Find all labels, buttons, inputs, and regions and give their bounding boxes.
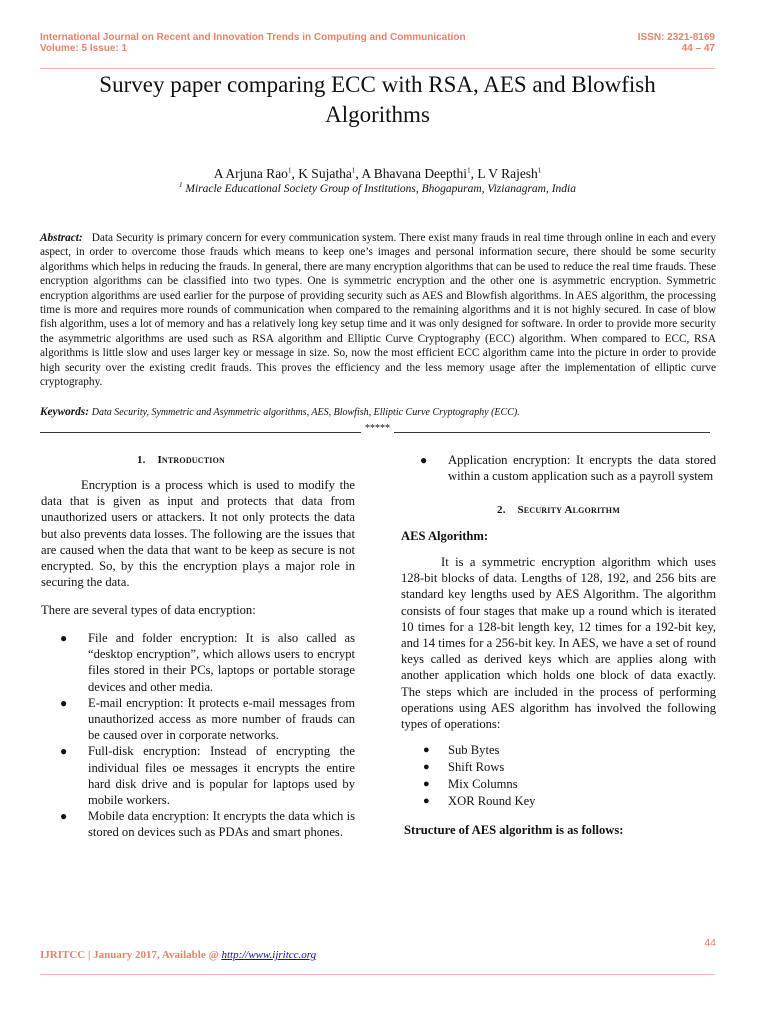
author: L V Rajesh <box>477 166 538 181</box>
abstract-label: Abstract: <box>40 232 83 244</box>
list-item <box>401 452 716 484</box>
list-item-text: Shift Rows <box>448 760 505 774</box>
aes-heading: AES Algorithm: <box>401 529 489 543</box>
journal-volume: Volume: 5 Issue: 1 <box>40 43 128 54</box>
author: K Sujatha <box>298 166 352 181</box>
aes-operations-list <box>401 742 716 810</box>
list-item <box>41 695 355 744</box>
bullet-icon: ● <box>60 744 68 759</box>
section-heading-security-algorithm <box>401 502 716 518</box>
section-title: Security Algorithm <box>517 504 620 516</box>
author-sup: 1 <box>467 166 471 175</box>
list-item-text: E-mail encryption: It protects e-mail messages from unauthorized access as more number of frauds can be caused over in corporate networks. <box>88 695 355 743</box>
journal-issn: ISSN: 2321-8169 <box>637 32 715 43</box>
section-separator <box>40 424 710 434</box>
author-sup: 1 <box>537 166 542 175</box>
header-rule <box>40 68 715 69</box>
list-item-text: Mix Columns <box>448 777 518 791</box>
list-item <box>401 759 716 776</box>
abstract-text: Data Security is primary concern for every communication system. There exist many frauds in real time through online in each and every aspect, in order to overcome those frauds which means to keep one’s images and personal information secure, there should be some security algorithms which helps in reducing the frauds. In general, there are many encryption algorithms that can be used to reduce the real time frauds. These encryption algorithms can be classified into two types. One is symmetric encryption and the other one is asymmetric encryption. Symmetric encryption algorithms are used earlier for the purpose of providing security such as AES and Blowfish algorithms. In AES algorithm, the processing time is more and requires more rounds of communication when compared to the remaining algorithms and it is not highly secured. In case of blow fish algorithm, uses a lot of memory and has a relatively long key setup time and it was only designed for software. In order to provide more security the asymmetric algorithms are used such as RSA algorithm and Elliptic Curve Cryptography (ECC) algorithm. When compared to ECC, RSA algorithms is little slow and uses larger key or message in size. So, now the most efficient ECC algorithm came into the picture in order to provide high security over the existing credit frauds. This proves the efficiency and the less memory usage after the implementation of elliptic curve cryptography. <box>40 232 717 389</box>
affiliation <box>40 183 715 195</box>
encryption-types-intro: There are several types of data encryption: <box>41 603 256 617</box>
paper-title <box>40 70 715 130</box>
separator-line <box>394 432 710 433</box>
affiliation-sup: 1 <box>178 181 183 190</box>
bullet-icon: ● <box>60 695 68 710</box>
section-title: Introduction <box>157 454 226 466</box>
list-item <box>41 808 355 840</box>
affiliation-text: Miracle Educational Society Group of Institutions, Bhogapuram, Vizianagram, India <box>185 183 577 195</box>
title-line-1: Survey paper comparing ECC with RSA, AES and Blowfish <box>99 72 656 97</box>
list-item <box>401 776 716 793</box>
list-item-text: Full-disk encryption: Instead of encrypting the individual files oe messages it encrypts the entire hard disk drive and is popular for laptops used by mobile workers. <box>88 744 355 808</box>
bullet-icon: ● <box>60 809 68 824</box>
aes-paragraph: It is a symmetric encryption algorithm which uses 128-bit blocks of data. Lengths of 128, 192, and 256 bits are standard key lengths used by AES Algorithm. The algorithm consists of four stages that make up a round which is iterated 10 times for a 128-bit length key, 12 times for a 192-bit key, and 14 times for a 256-bit key. In AES, we have a set of round keys called as derived keys which are applies along with another application which holds one block of data exactly. The steps which are included in the process of performing operations using AES algorithm has involved the following types of operations: <box>401 555 716 732</box>
intro-paragraph: Encryption is a process which is used to modify the data that is given as input and protects that data from unauthorized users or attackers. It not only protects the data but also prevents data losses. The following are the issues that are caused when the data that want to be keep as secure is not encrypted. So, by this the encryption plays a major role in securing the data. <box>41 478 355 590</box>
bullet-icon: ● <box>423 761 430 773</box>
title-line-2: Algorithms <box>325 102 430 127</box>
bullet-icon: ● <box>423 795 430 807</box>
footer-text: IJRITCC | January 2017, Available @ <box>40 949 219 961</box>
journal-link[interactable]: http://www.ijritcc.org <box>221 949 317 961</box>
list-item-text: XOR Round Key <box>448 794 536 808</box>
separator-line <box>40 432 361 433</box>
encryption-type-list <box>41 630 355 841</box>
footer-rule <box>40 974 715 975</box>
footer <box>40 949 316 961</box>
keywords-text: Data Security, Symmetric and Asymmetric algorithms, AES, Blowfish, Elliptic Curve Cryptography (ECC). <box>91 407 520 418</box>
list-item-text: Sub Bytes <box>448 743 500 757</box>
bullet-icon: ● <box>423 744 430 756</box>
author: A Arjuna Rao <box>213 166 288 181</box>
bullet-icon: ● <box>423 778 430 790</box>
list-item <box>401 793 716 810</box>
aes-structure-line: Structure of AES algorithm is as follows: <box>404 823 624 837</box>
author-list: A Arjuna Rao$^1$, K Sujatha$^1$, A Bhavana Deepthi$^1$, L V Rajesh$^1$ <box>213 166 542 181</box>
page-range: 44 – 47 <box>681 43 715 54</box>
author-sup: 1 <box>287 166 292 175</box>
list-item-text: Application encryption: It encrypts the data stored within a custom application such as a payroll system <box>448 453 716 484</box>
list-item <box>41 630 355 695</box>
page-number: 44 <box>704 937 716 949</box>
list-item-text: Mobile data encryption: It encrypts the data which is stored on devices such as PDAs and smart phones. <box>88 809 355 840</box>
author-sup: 1 <box>351 166 356 175</box>
bullet-icon: ● <box>420 453 428 467</box>
keywords <box>40 406 716 418</box>
section-number: 2. <box>497 504 506 516</box>
list-item <box>41 743 355 808</box>
separator-stars: ***** <box>365 423 390 434</box>
section-heading-introduction <box>41 452 321 468</box>
keywords-label: Keywords: <box>40 406 89 418</box>
author: A Bhavana Deepthi <box>361 166 468 181</box>
list-item-text: File and folder encryption: It is also called as “desktop encryption”, which allows users to encrypt files stored in their PCs, laptops or portable storage devices and other media. <box>88 631 355 694</box>
journal-name: International Journal on Recent and Innovation Trends in Computing and Communication <box>40 32 466 43</box>
encryption-type-list-cont <box>401 452 716 484</box>
bullet-icon: ● <box>60 631 68 645</box>
abstract <box>40 231 716 389</box>
list-item <box>401 742 716 759</box>
section-number: 1. <box>136 454 146 466</box>
